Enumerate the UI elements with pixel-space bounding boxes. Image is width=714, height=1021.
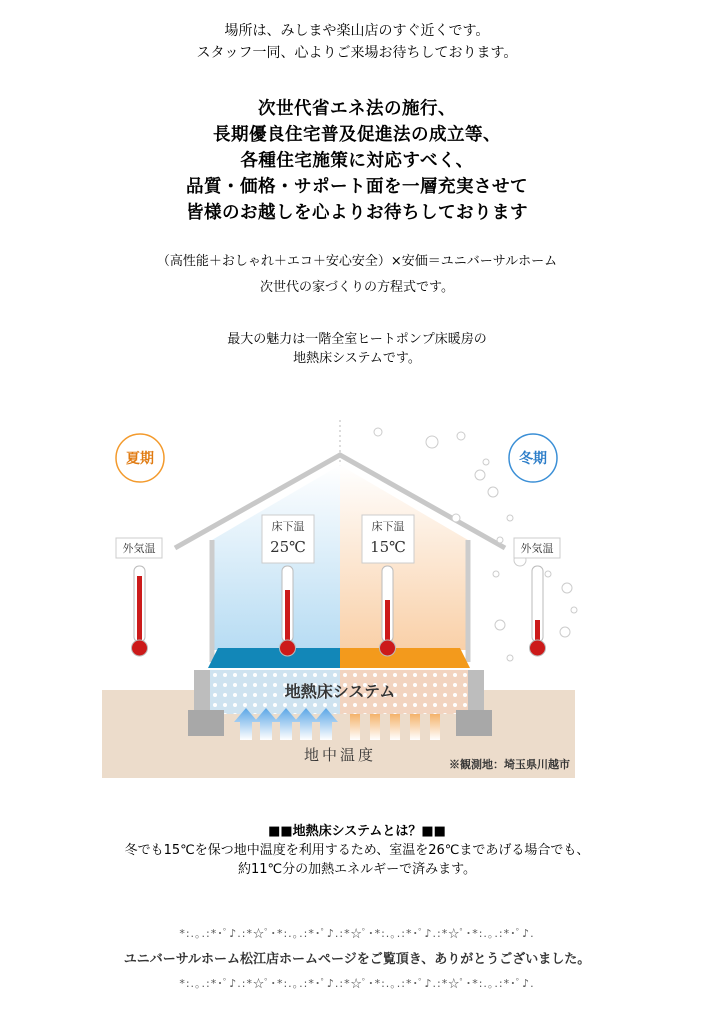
system-label: 地熱床システム <box>284 682 396 701</box>
appeal-line-2: 地熱床システムです。 <box>293 351 421 366</box>
explanation-line-1: 冬でも15℃を保つ地中温度を利用するため、室温を26℃まであげる場合でも、 <box>124 843 590 858</box>
observation-note: ※観測地：埼玉県川越市 <box>449 758 570 771</box>
headline-line-4: 品質・価格・サポート面を一層充実させて <box>186 177 528 197</box>
formula-line-1: （高性能＋おしゃれ＋エコ＋安心安全）×安価＝ユニバーサルホーム <box>156 254 558 269</box>
underfloor-left-label: 床下温 <box>271 520 305 533</box>
thermometer-underfloor-left <box>280 566 296 656</box>
winter-label: 冬期 <box>519 451 547 467</box>
footer-thanks: ユニバーサルホーム松江店ホームページをご覧頂き、ありがとうございました。 <box>123 952 591 967</box>
headline-line-2: 長期優良住宅普及促進法の成立等、 <box>213 125 501 145</box>
headline-line-5: 皆様のお越しを心よりお待ちしております <box>186 203 528 223</box>
formula-line-2: 次世代の家づくりの方程式です。 <box>260 280 454 295</box>
arrows-summer <box>234 708 338 740</box>
intro-line-2: スタッフ一同、心よりご来場お待ちしております。 <box>196 45 518 61</box>
appeal-line-1: 最大の魅力は一階全室ヒートポンプ床暖房の <box>227 332 487 347</box>
footing-left <box>188 710 224 736</box>
thermometer-outside-left <box>132 566 148 656</box>
intro-line-1: 場所は、みしまや楽山店のすぐ近くです。 <box>224 23 490 39</box>
explanation-title: ■■地熱床システムとは？■■ <box>268 824 446 839</box>
footer-decoration-bottom: *:.｡.:*･ﾟ♪.:*☆ﾟ･*:.｡.:*･ﾟ♪.:*☆ﾟ･*:.｡.:*･ﾟ♪.:*☆ﾟ･*:.｡.:*･ﾟ♪. <box>179 977 535 990</box>
thermometer-outside-right <box>530 566 546 656</box>
summer-label: 夏期 <box>126 451 154 467</box>
outside-temp-right-label: 外気温 <box>520 542 554 555</box>
floor-winter <box>340 648 470 668</box>
underfloor-right-label: 床下温 <box>371 520 405 533</box>
geothermal-floor-diagram <box>0 400 714 790</box>
floor-summer <box>208 648 340 668</box>
headline-line-1: 次世代省エネ法の施行、 <box>258 99 456 119</box>
headline-line-3: 各種住宅施策に対応すべく、 <box>240 151 474 171</box>
explanation-line-2: 約11℃分の加熱エネルギーで済みます。 <box>237 862 477 877</box>
footing-right <box>456 710 492 736</box>
ground-temperature-label: 地中温度 <box>303 746 377 764</box>
outside-temp-left-label: 外気温 <box>122 542 156 555</box>
footer-decoration-top: *:.｡.:*･ﾟ♪.:*☆ﾟ･*:.｡.:*･ﾟ♪.:*☆ﾟ･*:.｡.:*･ﾟ♪.:*☆ﾟ･*:.｡.:*･ﾟ♪. <box>179 927 535 940</box>
underfloor-right-value: 15℃ <box>370 538 406 556</box>
thermometer-underfloor-right <box>380 566 396 656</box>
underfloor-left-value: 25℃ <box>270 538 306 556</box>
